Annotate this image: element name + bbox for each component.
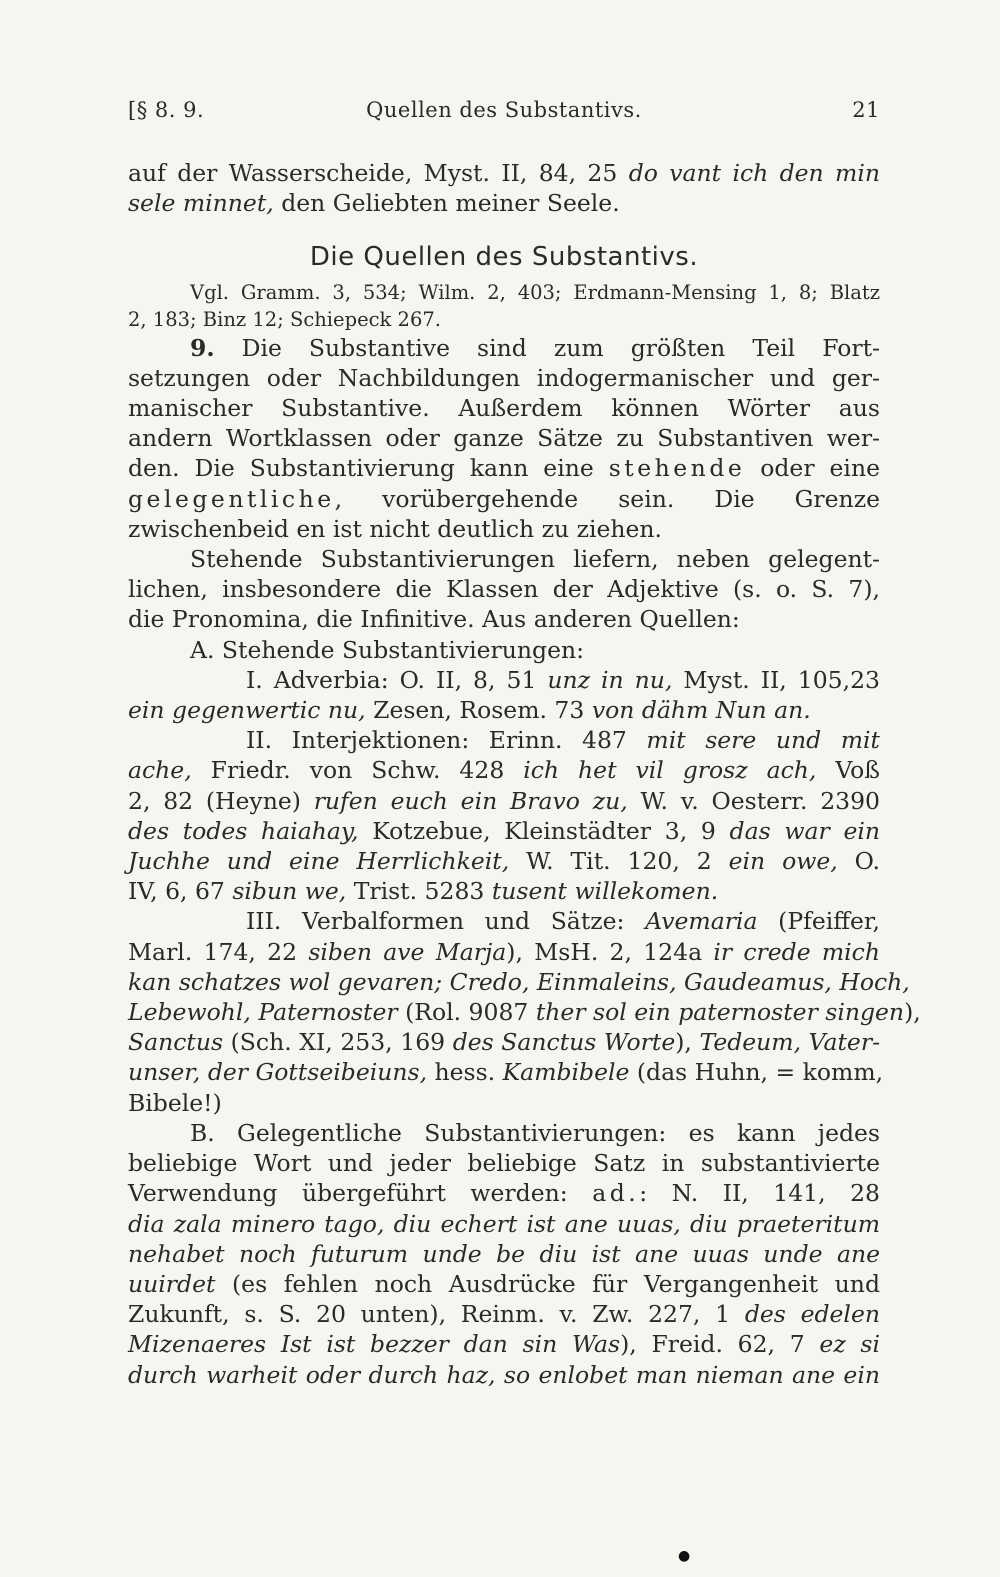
paragraph-line: Verwendung übergeführt werden: ad.: N. II, 141, 28 [128, 1179, 880, 1208]
paragraph-line: unser, der Gottseibeiuns, hess. Kambibele (das Huhn, = komm, [128, 1058, 884, 1087]
section-b-block [128, 1118, 880, 1390]
intro-line-2: sele minnet, den Geliebten meiner Seele. [128, 189, 620, 218]
paragraph-line: des todes haiahay, Kotzebue, Kleinstädter 3, 9 das war ein [128, 816, 880, 845]
reference-line: 2, 183; Binz 12; Schiepeck 267. [128, 307, 441, 331]
paragraph-line: IV, 6, 67 sibun we, Trist. 5283 tusent willekomen. [128, 877, 719, 906]
paragraph-line: 2, 82 (Heyne) rufen euch ein Bravo zu, W. v. Oesterr. 2390 [128, 786, 880, 815]
paragraph-line: Lebewohl, Paternoster (Rol. 9087 ther sol ein paternoster singen), [128, 998, 921, 1027]
ink-speck-icon: ● [678, 1548, 691, 1564]
reference-line: Vgl. Gramm. 3, 534; Wilm. 2, 403; Erdmann-Mensing 1, 8; Blatz [190, 280, 880, 304]
paragraph-line: Zukunft, s. S. 20 unten), Reinm. v. Zw. 227, 1 des edelen [128, 1300, 880, 1329]
paragraph-stehende [128, 544, 880, 635]
spaced-term: gelegentliche [128, 484, 335, 513]
paragraph-number: 9. [190, 333, 215, 362]
paragraph-line: setzungen oder Nachbildungen indogermanischer und ger- [128, 363, 880, 392]
verbalformen-block [128, 906, 921, 1117]
paragraph-line: III. Verbalformen und Sätze: Avemaria (Pfeiffer, [246, 907, 881, 936]
intro-line-1: auf der Wasserscheide, Myst. II, 84, 25 do vant ich den min [128, 159, 880, 187]
paragraph-line: dia zala minero tago, diu echert ist ane uuas, diu praeteritum [128, 1209, 880, 1238]
running-title: Quellen des Substantivs. [366, 98, 642, 122]
section-title: Die Quellen des Substantivs. [309, 242, 699, 273]
paragraph-line: andern Wortklassen oder ganze Sätze zu Substantiven wer- [128, 424, 880, 453]
interjektionen-block [128, 725, 880, 906]
paragraph-line: ein gegenwertic nu, Zesen, Rosem. 73 von dähm Nun an. [128, 696, 811, 725]
paragraph-9 [128, 333, 880, 544]
paragraph-line: Juchhe und eine Herrlichkeit, W. Tit. 120, 2 ein owe, O. [128, 847, 880, 876]
paragraph-line: uuirdet (es fehlen noch Ausdrücke für Vergangenheit und [128, 1269, 880, 1298]
section-a-heading: A. Stehende Substantivierungen: [190, 635, 585, 664]
paragraph-line: ache, Friedr. von Schw. 428 ich het vil grosz ach, Voß [128, 756, 880, 785]
paragraph-line: Bibele!) [128, 1088, 222, 1117]
section-reference: [§ 8. 9. [128, 98, 205, 122]
references-block [128, 279, 880, 333]
adverbia-block [128, 665, 880, 725]
paragraph-line: manischer Substantive. Außerdem können Wörter aus [128, 394, 880, 423]
paragraph-line: lichen, insbesondere die Klassen der Adjektive (s. o. S. 7), [128, 575, 880, 604]
paragraph-line: durch warheit oder durch haz, so enlobet man nieman ane ein [128, 1360, 880, 1389]
paragraph-line: nehabet noch futurum unde be diu ist ane uuas unde ane [128, 1239, 880, 1268]
paragraph-line: Sanctus (Sch. XI, 253, 169 des Sanctus Worte), Tedeum, Vater- [128, 1028, 881, 1057]
paragraph-line: Marl. 174, 22 siben ave Marja), MsH. 2, 124a ir crede mich [128, 937, 880, 966]
spaced-term: stehende [608, 454, 746, 483]
page-body [128, 158, 921, 1390]
paragraph-line: I. Adverbia: O. II, 8, 51 unz in nu, Myst. II, 105,23 [246, 665, 880, 694]
paragraph-line: den. Die Substantivierung kann eine stehende oder eine [128, 454, 880, 483]
paragraph-line: die Pronomina, die Infinitive. Aus anderen Quellen: [128, 605, 740, 634]
paragraph-line: Stehende Substantivierungen liefern, neben gelegent- [190, 545, 880, 574]
page-number: 21 [852, 98, 880, 122]
paragraph-line: kan schatzes wol gevaren; Credo, Einmaleins, Gaudeamus, Hoch, [128, 967, 910, 996]
paragraph-line: B. Gelegentliche Substantivierungen: es kann jedes [190, 1118, 880, 1147]
paragraph-line: zwischenbeid en ist nicht deutlich zu ziehen. [128, 514, 663, 543]
paragraph-line: 9. Die Substantive sind zum größten Teil Fort- [190, 333, 880, 362]
paragraph-line: gelegentliche, vorübergehende sein. Die Grenze [128, 484, 880, 513]
paragraph-line: beliebige Wort und jeder beliebige Satz in substantivierte [128, 1149, 880, 1178]
paragraph-line: II. Interjektionen: Erinn. 487 mit sere und mit [246, 726, 880, 755]
paragraph-line: Mizenaeres Ist ist bezzer dan sin Was), Freid. 62, 7 ez si [128, 1330, 880, 1359]
